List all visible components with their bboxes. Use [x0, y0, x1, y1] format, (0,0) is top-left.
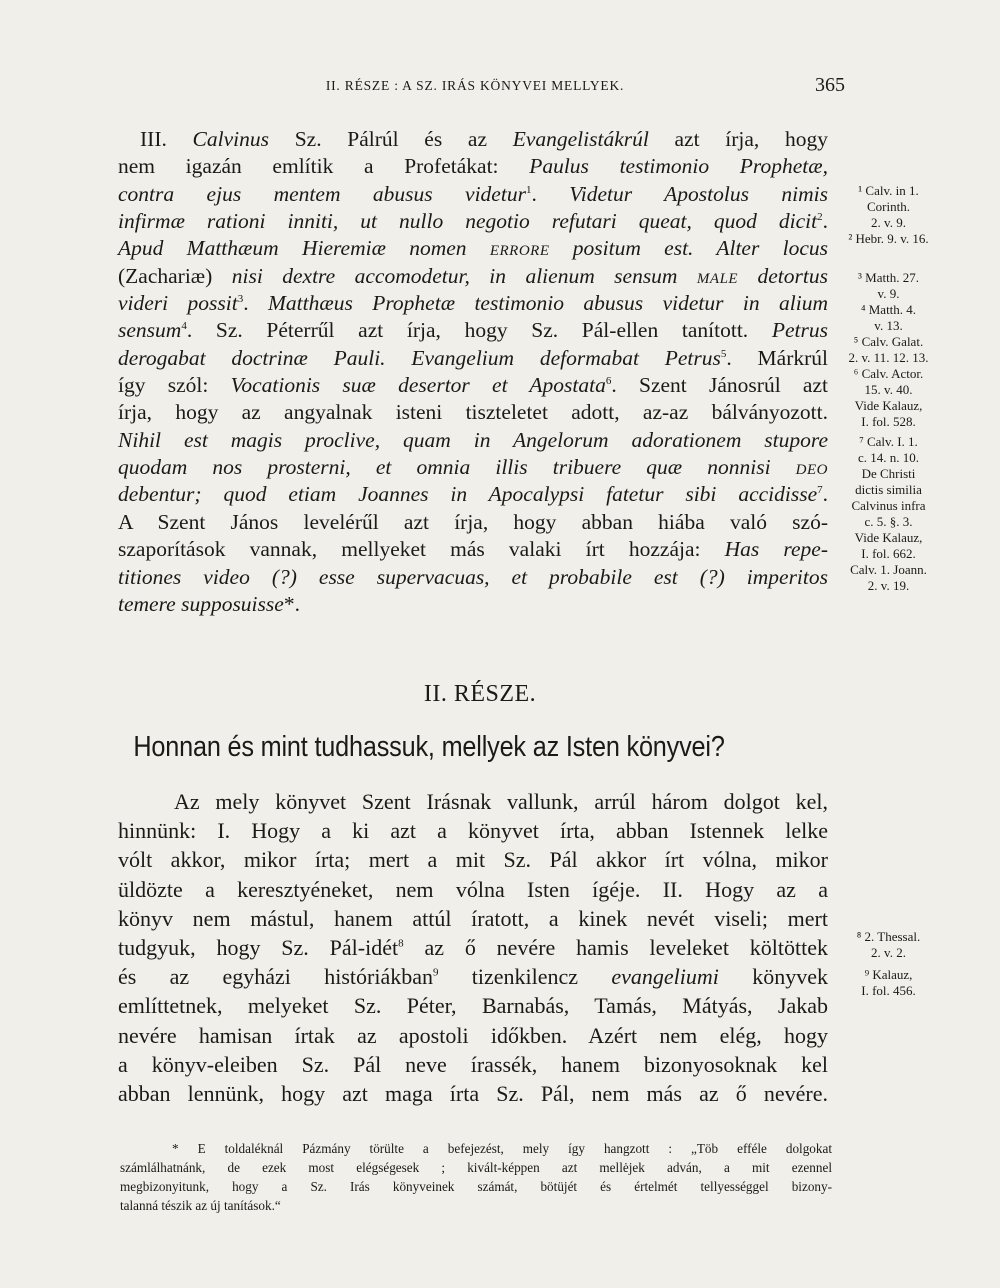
text-line: írja, hogy az angyalnak isteni tiszteletet adott, az-az bálványozott.	[118, 400, 828, 425]
margin-notes-part-one	[836, 183, 941, 594]
running-head: II. RÉSZE : A SZ. IRÁS KÖNYVEI MELLYEK.	[325, 78, 625, 93]
margin-note: v. 9.	[877, 286, 900, 301]
margin-note: Corinth.	[867, 199, 910, 214]
margin-note: c. 5. §. 3.	[864, 514, 913, 529]
margin-note: ⁷ Calv. I. 1.	[859, 434, 918, 449]
margin-note: Calvinus infra	[851, 498, 926, 513]
margin-note: 2. v. 19.	[867, 578, 910, 593]
margin-note: ⁴ Matth. 4.	[860, 302, 917, 317]
text-line: vólt akkor, mikor írta; mert a mit Sz. Pál akkor írt vólna, mikor	[118, 847, 828, 873]
section-title: Honnan és mint tudhassuk, mellyek az Isten könyvei?	[133, 731, 725, 763]
margin-note: ² Hebr. 9. v. 16.	[848, 231, 929, 246]
margin-note: I. fol. 456.	[861, 983, 916, 998]
text-line: (Zachariæ) nisi dextre accomodetur, in alienum sensum MALE detortus	[118, 263, 828, 288]
footnote-line: * E toldaléknál Pázmány törülte a befejezést, mely így hangzott : „Töb efféle dolgokat	[172, 1141, 832, 1156]
text-line: temere supposuisse*.	[118, 591, 300, 616]
margin-note: c. 14. n. 10.	[857, 450, 920, 465]
footnote-line: megbizonyitunk, hogy a Sz. Irás könyveinek számát, bötüjét és értelmét tellyességgel bizony-	[120, 1179, 832, 1194]
text-line: quodam nos prosterni, et omnia illis tribuere quæ nonnisi DEO	[118, 455, 828, 480]
margin-note: ¹ Calv. in 1.	[858, 183, 919, 198]
text-line: titiones video (?) esse supervacuas, et probabile est (?) imperitos	[118, 564, 828, 589]
margin-note: v. 13.	[874, 318, 903, 333]
text-line: III. Calvinus Sz. Pálrúl és az Evangelistákrúl azt írja, hogy	[140, 127, 828, 151]
margin-note: 15. v. 40.	[864, 382, 913, 397]
text-line: Nihil est magis proclive, quam in Angelorum adorationem stupore	[118, 427, 828, 452]
margin-note: Vide Kalauz,	[854, 398, 923, 413]
text-line: Apud Matthæum Hieremiæ nomen ERRORE positum est. Alter locus	[118, 236, 828, 261]
part-heading: II. RÉSZE.	[423, 681, 537, 707]
margin-note: 2. v. 2.	[871, 945, 906, 960]
margin-notes-part-two	[836, 929, 941, 999]
paragraph-part-one	[118, 126, 828, 618]
text-line: és az egyházi históriákban$^9$ tizenkilencz evangeliumi könyvek	[118, 964, 829, 990]
margin-note: Calv. 1. Joann.	[850, 562, 927, 577]
paragraph-part-two	[118, 787, 828, 1108]
margin-note: ⁸ 2. Thessal.	[856, 929, 921, 944]
text-line: hinnünk: I. Hogy a ki azt a könyvet írta, abban Istennek lelke	[118, 818, 828, 844]
margin-note: 2. v. 9.	[871, 215, 906, 230]
footnote-line: számlálhatnánk, de ezek most elégségesek ; kivált-képpen azt mellėjek adván, a mit ezennel	[120, 1160, 832, 1175]
page-number: 365	[815, 74, 845, 96]
text-line: nem igazán említik a Profetákat: Paulus testimonio Prophetæ,	[118, 154, 828, 179]
margin-note: dictis similia	[855, 482, 922, 497]
margin-note: Vide Kalauz,	[854, 530, 923, 545]
text-line: infirmæ rationi inniti, ut nullo negotio refutari queat, quod dicit$^2$.	[118, 209, 828, 234]
text-line: A Szent János levelérűl azt írja, hogy abban hiába való szó-	[118, 509, 828, 534]
text-line: tudgyuk, hogy Sz. Pál-idét$^8$ az ő nevére hamis leveleket költöttek	[118, 934, 828, 960]
footnote-line: talanná tészik az új tanítások.“	[120, 1198, 281, 1213]
text-line: Az mely könyvet Szent Irásnak vallunk, arrúl három dolgot kel,	[174, 789, 828, 814]
footnote	[120, 1139, 832, 1215]
text-line: említtetnek, melyeket Sz. Péter, Barnabás, Tamás, Mátyás, Jakab	[118, 993, 828, 1019]
margin-note: De Christi	[861, 466, 916, 481]
text-line: így szól: Vocationis suæ desertor et Apostata$^6$. Szent Jánosrúl azt	[118, 373, 828, 398]
text-line: abban lennünk, hogy azt maga írta Sz. Pál, nem más az ő nevére.	[118, 1080, 828, 1106]
text-line: debentur; quod etiam Joannes in Apocalypsi fatetur sibi accidisse$^7$.	[118, 482, 828, 507]
text-line: szaporítások vannak, mellyeket más valaki írt hozzája: Has repe-	[118, 537, 828, 562]
text-line: contra ejus mentem abusus videtur$^1$. Videtur Apostolus nimis	[118, 181, 828, 206]
margin-note: ⁹ Kalauz,	[864, 967, 913, 982]
text-line: könyv nem mástul, hanem attúl íratott, a kinek nevét viseli; mert	[118, 905, 828, 931]
margin-note: ³ Matth. 27.	[858, 270, 919, 285]
text-line: derogabat doctrinæ Pauli. Evangelium deformabat Petrus$^5$. Márkrúl	[118, 345, 829, 370]
margin-note: I. fol. 528.	[861, 414, 916, 429]
text-line: sensum$^4$. Sz. Péterrűl azt írja, hogy Sz. Pál-ellen tanított. Petrus	[118, 318, 828, 343]
margin-note: I. fol. 662.	[861, 546, 916, 561]
text-line: nevére hamisan írtak az apostoli időkben. Azért nem elég, hogy	[118, 1022, 828, 1048]
text-line: a könyv-eleiben Sz. Pál neve írassék, hanem bizonyosoknak kel	[118, 1051, 828, 1077]
text-line: üldözte a keresztyéneket, nem vólna Isten ígéje. II. Hogy az a	[118, 876, 828, 902]
margin-note: ⁵ Calv. Galat.	[853, 334, 924, 349]
text-line: videri possit$^3$. Matthæus Prophetæ testimonio abusus videtur in alium	[118, 291, 828, 316]
margin-note: 2. v. 11. 12. 13.	[848, 350, 929, 365]
margin-note: ⁶ Calv. Actor.	[853, 366, 924, 381]
